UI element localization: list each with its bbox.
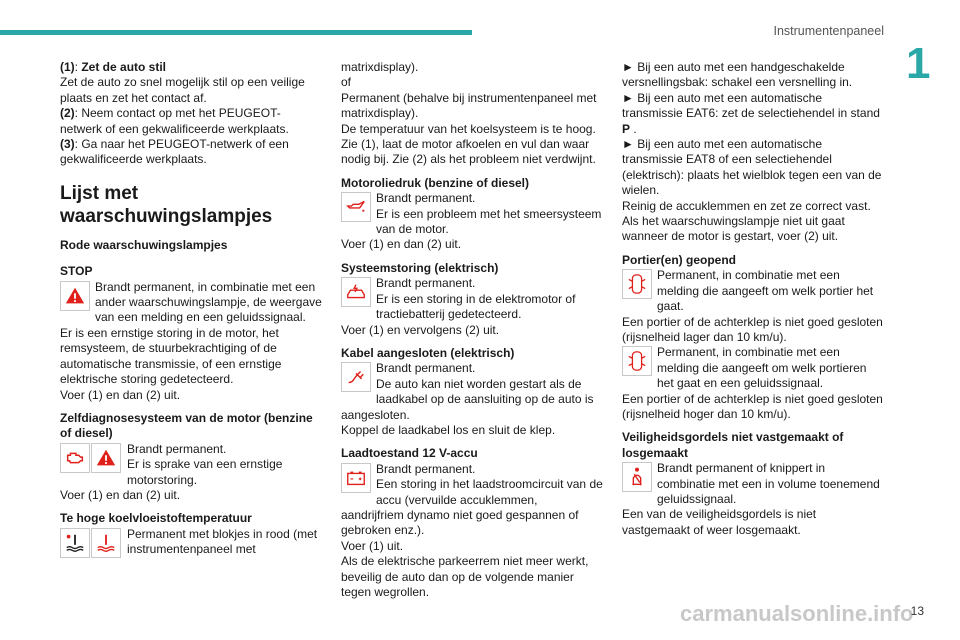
belt-text-2: Een van de veiligheidsgordels is niet vastgemaakt of weer losgemaakt. <box>622 507 817 537</box>
column-1 <box>60 60 322 559</box>
bullet-3: ► Bij een auto met een automatische transmissie EAT8 of een selectiehendel (elektrisch): plaats het wielblok tegen een van de wielen. <box>622 137 882 198</box>
chapter-number: 1 <box>906 39 931 88</box>
battery-warning-text: Als het waarschuwingslampje niet uit gaat wanneer de motor is gestart, voer (2) uit. <box>622 214 845 244</box>
stop-text-3: Voer (1) en dan (2) uit. <box>60 387 181 402</box>
cable-connected-icon <box>341 362 371 392</box>
stop-warning-icon <box>60 281 90 311</box>
elec-title: Systeemstoring (elektrisch) <box>341 260 499 275</box>
diag-text-1: Brandt permanent. <box>127 441 227 456</box>
door-text-2: Een portier of de achterklep is niet goed gesloten (rijsnelheid lager dan 10 km/u). <box>622 314 883 344</box>
bullet-1: ► Bij een auto met een handgeschakelde versnellingsbak: schakel een versnelling in. <box>622 60 853 90</box>
cable-title: Kabel aangesloten (elektrisch) <box>341 345 515 360</box>
bullet-2: ► Bij een auto met een automatische transmissie EAT6: zet de selectiehendel in stand P . <box>622 90 880 136</box>
electric-fault-icon <box>341 277 371 307</box>
temp-title: Te hoge koelvloeistoftemperatuur <box>60 511 252 526</box>
coolant-temp-icon <box>60 528 90 558</box>
door-text-3: Permanent, in combinatie met een melding die aangeeft om welk portieren het gaat en een geluidssignaal. <box>657 345 867 391</box>
belt-title: Veiligheidsgordels niet vastgemaakt of losgemaakt <box>622 430 844 460</box>
batt-text-1: Brandt permanent. <box>376 461 476 476</box>
batt-text-2: Een storing in het laadstroomcircuit van de accu (vervuilde accuklemmen, aandrijfriem dynamo niet goed gespannen of gebroken enz.). <box>341 477 603 538</box>
stop-warning-icon-small <box>91 443 121 473</box>
temp-cont-3: Permanent (behalve bij instrumentenpaneel met matrixdisplay). <box>341 90 597 121</box>
diag-icon-group <box>60 443 122 473</box>
temp-cont-2: of <box>341 75 352 90</box>
column-3 <box>622 60 884 538</box>
batt-title: Laadtoestand 12 V-accu <box>341 446 478 461</box>
note-1-text: Zet de auto zo snel mogelijk stil op een veilige plaats en zet het contact af. <box>60 75 305 105</box>
battery-clean-text: Reinig de accuklemmen en zet ze correct vast. <box>622 198 871 213</box>
door-text-4: Een portier of de achterklep is niet goed gesloten (rijsnelheid hoger dan 10 km/u). <box>622 391 883 421</box>
note-3: (3): Ga naar het PEUGEOT-netwerk of een gekwalificeerde werkplaats. <box>60 137 289 167</box>
page-number: 13 <box>910 604 924 618</box>
elec-text-3: Voer (1) en vervolgens (2) uit. <box>341 322 500 337</box>
door-open-icon <box>622 269 652 299</box>
oil-text-3: Voer (1) en dan (2) uit. <box>341 237 462 252</box>
battery-icon <box>341 463 371 493</box>
door-open-icon-2 <box>622 346 652 376</box>
stop-title: STOP <box>60 264 93 279</box>
note-1: (1): Zet de auto stil <box>60 60 167 74</box>
temp-cont-4: De temperatuur van het koelsysteem is te hoog. <box>341 121 596 136</box>
diag-title: Zelfdiagnosesysteem van de motor (benzine of diesel) <box>60 410 313 441</box>
cable-text-3: Koppel de laadkabel los en sluit de klep. <box>341 422 556 437</box>
batt-text-3: Voer (1) uit. <box>341 538 404 553</box>
watermark-url: carmanualsonline.info <box>680 601 914 626</box>
coolant-temp-icon-red <box>91 528 121 558</box>
oil-text-2: Er is een probleem met het smeersysteem van de motor. <box>376 206 602 237</box>
door-title: Portier(en) geopend <box>622 252 737 267</box>
belt-text-1: Brandt permanent of knippert in combinatie met een in volume toenemend geluidssignaal. <box>657 461 880 506</box>
temp-cont-1: matrixdisplay). <box>341 60 419 74</box>
stop-text-1: Brandt permanent, in combinatie met een ander waarschuwingslampje, de weergave van een melding en een geluidssignaal. <box>95 279 322 325</box>
section-title: Lijst met waarschuwingslampjes <box>60 182 273 227</box>
diag-text-3: Voer (1) en dan (2) uit. <box>60 487 181 502</box>
temp-text-1: Permanent met blokjes in rood (met instrumentenpaneel met <box>127 526 318 557</box>
header-accent-bar <box>0 30 472 35</box>
temp-icon-group <box>60 528 122 558</box>
elec-text-2: Er is een storing in de elektromotor of tractiebatterij gedetecteerd. <box>376 291 576 322</box>
engine-fault-icon <box>60 443 90 473</box>
batt-text-4: Als de elektrische parkeerrem niet meer werkt, beveilig de auto dan op de volgende manier tegen wegrollen. <box>341 554 589 599</box>
diag-text-2: Er is sprake van een ernstige motorstoring. <box>127 457 283 487</box>
oil-title: Motoroliedruk (benzine of diesel) <box>341 175 530 190</box>
subsection-title: Rode waarschuwingslampjes <box>60 237 228 252</box>
oil-text-1: Brandt permanent. <box>376 191 476 206</box>
header-title: Instrumentenpaneel <box>773 24 884 38</box>
column-2 <box>341 60 603 600</box>
seatbelt-icon <box>622 462 652 492</box>
oil-pressure-icon <box>341 192 371 222</box>
door-text-1: Permanent, in combinatie met een melding die aangeeft om welk portier het gaat. <box>657 268 874 314</box>
cable-text-1: Brandt permanent. <box>376 361 476 376</box>
cable-text-2: De auto kan niet worden gestart als de laadkabel op de aansluiting op de auto is aangesloten. <box>341 376 594 422</box>
note-2: (2): Neem contact op met het PEUGEOT-netwerk of een gekwalificeerde werkplaats. <box>60 106 289 136</box>
stop-text-2: Er is een ernstige storing in de motor, het remsysteem, de stuurbekrachtiging of de automatische transmissie, of een ernstige elektrische storing gedetecteerd. <box>60 325 282 387</box>
temp-cont-5: Zie (1), laat de motor afkoelen en vul dan waar nodig bij. Zie (2) als het probleem niet verdwijnt. <box>341 137 596 167</box>
elec-text-1: Brandt permanent. <box>376 276 476 291</box>
